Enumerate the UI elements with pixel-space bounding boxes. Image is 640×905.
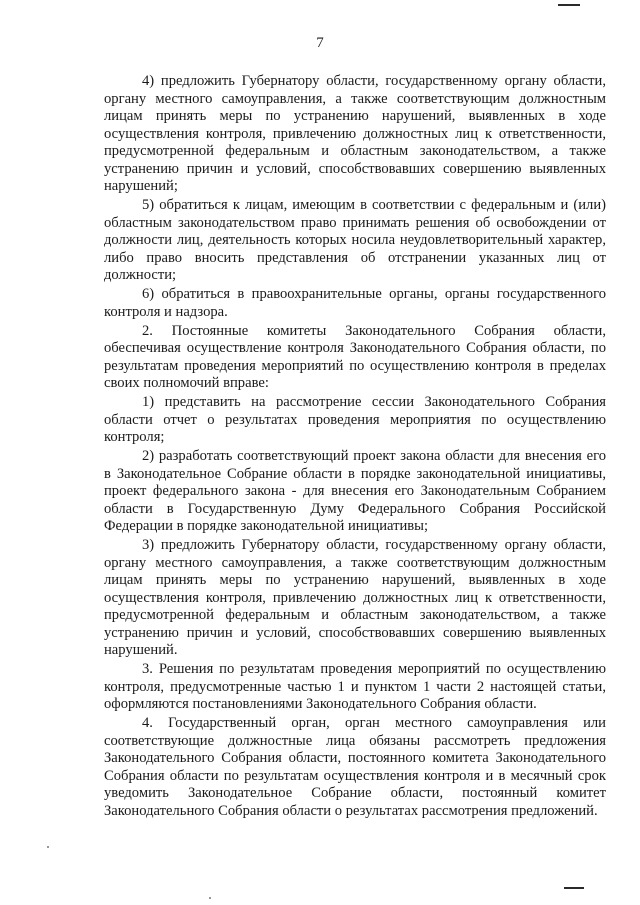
paragraph-section-4: 4. Государственный орган, орган местного самоуправления или соответствующие должностные лица обязаны рассмотреть предложения Законодательного Собрания области, постоянного комитета Законодательного Собрания области по результатам осуществления контроля и в месячный срок уведомить Законодательное Собрание области, постоянный комитет Законодательного Собрания области о результатах рассмотрения предложений. — [104, 715, 606, 819]
paragraph-section-2-item-3: 3) предложить Губернатору области, государственному органу области, органу местного самоуправления, а также соответствующим должностным лицам принять меры по устранению нарушений, выявленных в ходе осуществления контроля, привлечению должностных лиц к ответственности, предусмотренной федеральным и областным законодательством, а также устранению причин и условий, способствовавших совершению выявленных нарушений. — [104, 537, 606, 658]
scan-mark-bottom — [564, 887, 584, 889]
paragraph-item-5: 5) обратиться к лицам, имеющим в соответствии с федеральным и (или) областным законодательством право принимать решения об освобождении от должности лиц, деятельность которых носила неудовлетворительный характер, либо право вносить представления об отстранении указанных лиц от должности; — [104, 197, 606, 283]
paragraph-section-2-item-2: 2) разработать соответствующий проект закона области для внесения его в Законодательное Собрание области в порядке законодательной инициативы, проект федерального закона - для внесения его Законодательным Собранием области в Государственную Думу Федерального Собрания Российской Федерации в порядке законодательной инициативы; — [104, 448, 606, 534]
paragraph-item-6: 6) обратиться в правоохранительные органы, органы государственного контроля и надзора. — [104, 286, 606, 320]
paragraph-section-2: 2. Постоянные комитеты Законодательного Собрания области, обеспечивая осуществление контроля Законодательного Собрания области, по результатам проведения мероприятий по осуществлению контроля в пределах своих полномочий вправе: — [104, 322, 606, 391]
paragraph-item-4: 4) предложить Губернатору области, государственному органу области, органу местного самоуправления, а также соответствующим должностным лицам принять меры по устранению нарушений, выявленных в ходе осуществления контроля, привлечению должностных лиц к ответственности, предусмотренной федеральным и областным законодательством, а также устранению причин и условий, способствовавших совершению выявленных нарушений; — [104, 73, 606, 194]
scan-speck — [47, 846, 49, 848]
paragraph-section-2-item-1: 1) представить на рассмотрение сессии Законодательного Собрания области отчет о результатах проведения мероприятия по осуществлению контроля; — [104, 394, 606, 445]
document-body — [104, 73, 606, 820]
paragraph-section-3: 3. Решения по результатам проведения мероприятий по осуществлению контроля, предусмотренные частью 1 и пунктом 1 части 2 настоящей статьи, оформляются постановлениями Законодательного Собрания области. — [104, 661, 606, 712]
scan-speck — [209, 897, 211, 899]
page-number: 7 — [316, 35, 324, 51]
scan-mark-top — [558, 4, 580, 6]
